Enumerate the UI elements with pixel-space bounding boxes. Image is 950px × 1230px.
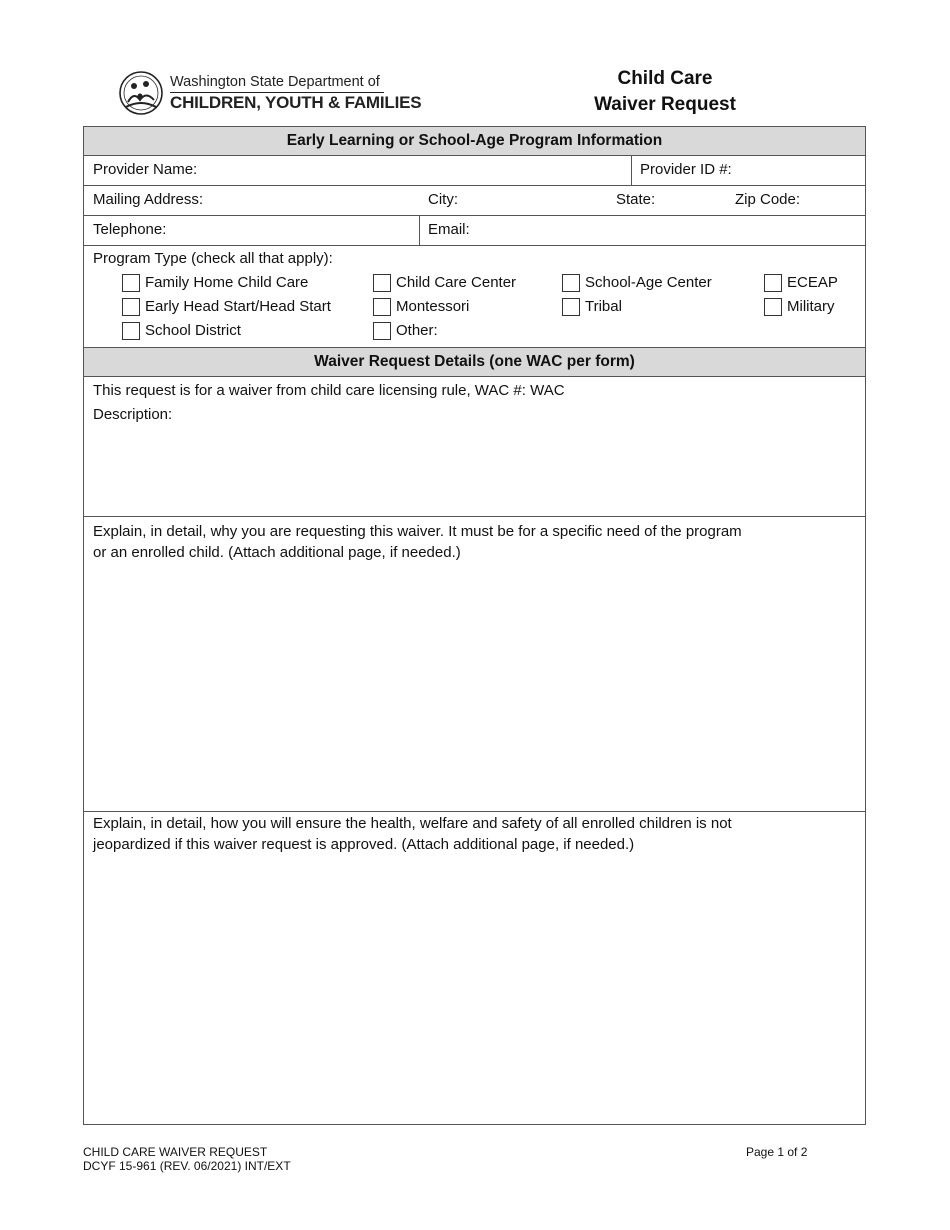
option-military: Military (787, 298, 835, 315)
email-label: Email: (428, 221, 470, 238)
checkbox-school-age-center[interactable] (562, 274, 580, 292)
dcyf-logo (118, 68, 422, 118)
telephone-label: Telephone: (93, 221, 167, 238)
dcyf-seal-icon (118, 69, 164, 117)
checkbox-child-care-center[interactable] (373, 274, 391, 292)
description-label: Description: (93, 406, 173, 423)
option-other: Other: (396, 322, 438, 339)
section-heading-program-info: Early Learning or School-Age Program Information (84, 127, 865, 155)
footer-form-number: DCYF 15-961 (REV. 06/2021) INT/EXT (83, 1159, 291, 1173)
option-eceap: ECEAP (787, 274, 838, 291)
explain-need-line1: Explain, in detail, why you are requesting this waiver. It must be for a specific need of the program (93, 523, 742, 540)
provider-id-label: Provider ID #: (640, 161, 732, 178)
checkbox-montessori[interactable] (373, 298, 391, 316)
provider-name-label: Provider Name: (93, 161, 198, 178)
agency-name-line1: Washington State Department of (170, 74, 380, 90)
checkbox-eceap[interactable] (764, 274, 782, 292)
zip-code-label: Zip Code: (735, 191, 801, 208)
document-title (570, 66, 760, 118)
explain-safety-line1: Explain, in detail, how you will ensure the health, welfare and safety of all enrolled children is not (93, 815, 732, 832)
option-early-head-start: Early Head Start/Head Start (145, 298, 331, 315)
title-line2: Waiver Request (594, 94, 736, 115)
checkbox-other[interactable] (373, 322, 391, 340)
state-label: State: (616, 191, 656, 208)
option-tribal: Tribal (585, 298, 622, 315)
option-family-home-child-care: Family Home Child Care (145, 274, 309, 291)
option-school-age-center: School-Age Center (585, 274, 712, 291)
agency-name-line2: CHILDREN, YOUTH & FAMILIES (170, 93, 422, 112)
checkbox-tribal[interactable] (562, 298, 580, 316)
checkbox-early-head-start[interactable] (122, 298, 140, 316)
option-montessori: Montessori (396, 298, 470, 315)
explain-need-line2: or an enrolled child. (Attach additional page, if needed.) (93, 544, 461, 561)
section-heading-waiver-details: Waiver Request Details (one WAC per form) (84, 348, 865, 376)
explain-safety-line2: jeopardized if this waiver request is approved. (Attach additional page, if needed.) (93, 836, 635, 853)
option-child-care-center: Child Care Center (396, 274, 517, 291)
title-line1: Child Care (617, 68, 713, 89)
checkbox-family-home-child-care[interactable] (122, 274, 140, 292)
wac-rule-line: This request is for a waiver from child care licensing rule, WAC #: WAC (93, 382, 565, 399)
program-type-label: Program Type (check all that apply): (93, 250, 333, 267)
checkbox-military[interactable] (764, 298, 782, 316)
city-label: City: (428, 191, 458, 208)
mailing-address-label: Mailing Address: (93, 191, 204, 208)
footer-form-name: CHILD CARE WAIVER REQUEST (83, 1145, 268, 1159)
waiver-form (83, 126, 866, 1125)
checkbox-school-district[interactable] (122, 322, 140, 340)
option-school-district: School District (145, 322, 241, 339)
footer-form-info (83, 1145, 291, 1173)
footer-page-number: Page 1 of 2 (746, 1145, 808, 1159)
